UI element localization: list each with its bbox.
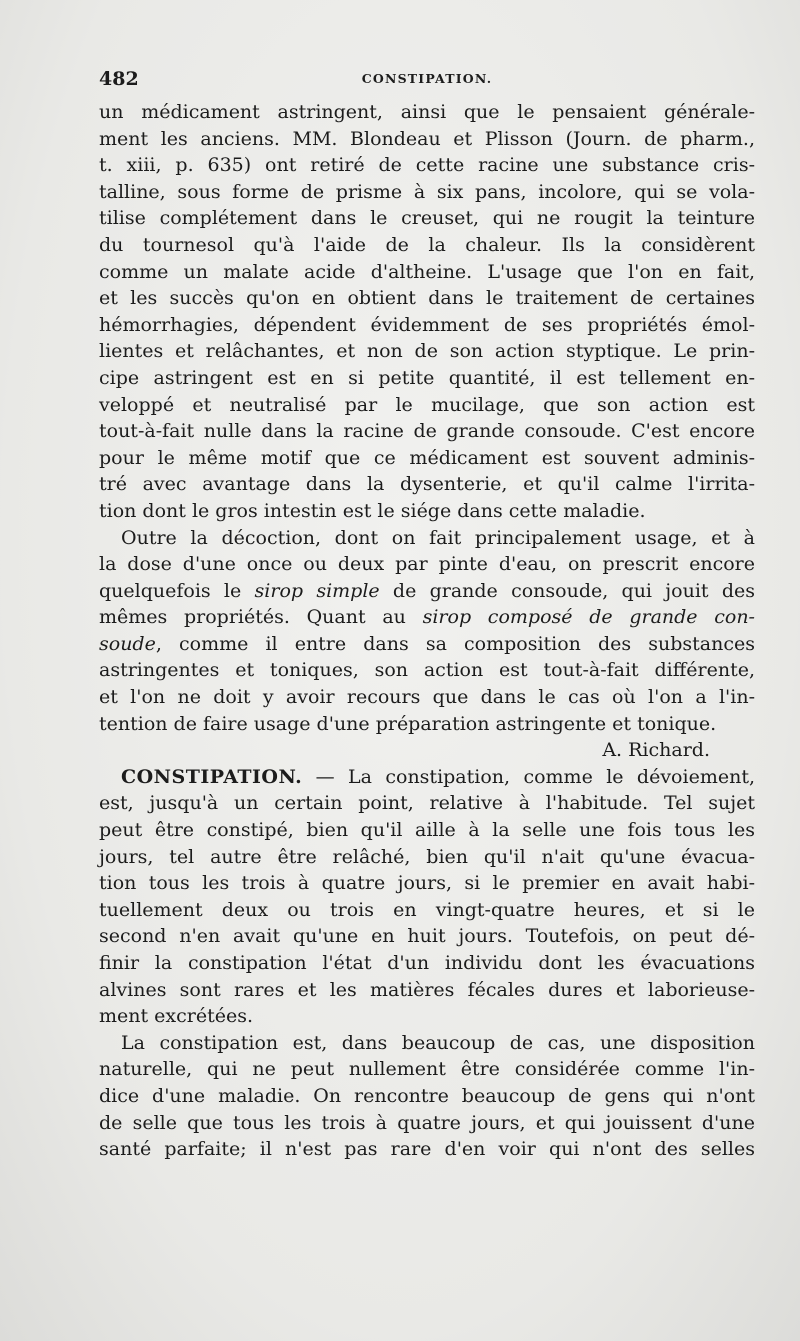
italic-term: sirop composé de grande con-: [422, 606, 755, 629]
paragraph-4: [99, 1030, 755, 1163]
text-line: et l'on ne doit y avoir recours que dans le cas où l'on a l'in-: [99, 686, 755, 709]
text-segment: quelquefois le: [99, 579, 255, 602]
text-line: veloppé et neutralisé par le mucilage, que son action est: [99, 393, 755, 416]
entry-term: CONSTIPATION.: [121, 765, 303, 788]
text-line: La constipation est, dans beaucoup de cas, une disposition: [121, 1031, 755, 1054]
paragraph-1: [99, 99, 755, 525]
text-line: [99, 631, 755, 658]
text-line: Outre la décoction, dont on fait principalement usage, et à: [121, 526, 755, 549]
text-line: [99, 764, 755, 791]
author-signature: A. Richard.: [602, 739, 710, 762]
body-text: [99, 99, 755, 1163]
text-line: second n'en avait qu'une en huit jours. Toutefois, on peut dé-: [99, 925, 755, 948]
text-line: hémorrhagies, dépendent évidemment de ses propriétés émol-: [99, 313, 755, 336]
text-line: [99, 604, 755, 631]
text-line: dice d'une maladie. On rencontre beaucoup de gens qui n'ont: [99, 1084, 755, 1107]
text-line: pour le même motif que ce médicament est souvent adminis-: [99, 446, 755, 469]
text-line: du tournesol qu'à l'aide de la chaleur. Ils la considèrent: [99, 233, 755, 256]
running-head: CONSTIPATION.: [361, 71, 493, 86]
text-line: tuellement deux ou trois en vingt-quatre heures, et si le: [99, 898, 755, 921]
text-line: naturelle, qui ne peut nullement être considérée comme l'in-: [99, 1058, 755, 1081]
text-line: tention de faire usage d'une préparation astringente et tonique.: [99, 712, 717, 735]
italic-term: sirop simple: [254, 579, 380, 602]
text-line: ment excrétées.: [99, 1005, 254, 1028]
text-line: tout-à-fait nulle dans la racine de grande consoude. C'est encore: [99, 420, 755, 443]
text-line: la dose d'une once ou deux par pinte d'eau, on prescrit encore: [99, 553, 755, 576]
text-line: comme un malate acide d'altheine. L'usage que l'on en fait,: [99, 260, 755, 283]
text-line: jours, tel autre être relâché, bien qu'il n'ait qu'une évacua-: [99, 845, 755, 868]
text-line: est, jusqu'à un certain point, relative à l'habitude. Tel sujet: [99, 792, 755, 815]
paragraph-3: [99, 764, 755, 1030]
text-line: talline, sous forme de prisme à six pans, incolore, qui se vola-: [99, 180, 755, 203]
text-segment: mêmes propriétés. Quant au: [99, 606, 423, 629]
text-line: peut être constipé, bien qu'il aille à la selle une fois tous les: [99, 819, 755, 842]
text-line: tilise complétement dans le creuset, qui ne rougit la teinture: [99, 207, 755, 230]
text-line: de selle que tous les trois à quatre jours, et qui jouissent d'une: [99, 1111, 755, 1134]
page-header: [99, 68, 755, 98]
text-line: t. xiii, p. 635) ont retiré de cette racine une substance cris-: [99, 154, 755, 177]
text-line: tré avec avantage dans la dysenterie, et qu'il calme l'irrita-: [99, 473, 755, 496]
text-line: un médicament astringent, ainsi que le pensaient générale-: [99, 101, 755, 123]
italic-term: soude: [99, 632, 156, 655]
page-number: 482: [99, 68, 139, 90]
text-line: alvines sont rares et les matières fécales dures et laborieuse-: [99, 978, 755, 1001]
text-line: lientes et relâchantes, et non de son action styptique. Le prin-: [99, 340, 755, 363]
paragraph-2: [99, 525, 755, 738]
text-line: ment les anciens. MM. Blondeau et Plisson (Journ. de pharm.,: [99, 127, 755, 150]
text-line: tion dont le gros intestin est le siége dans cette maladie.: [99, 499, 646, 522]
text-line: cipe astringent est en si petite quantité, il est tellement en-: [99, 366, 755, 389]
text-line: [99, 578, 755, 605]
text-segment: de grande consoude, qui jouit des: [379, 579, 755, 602]
text-line: finir la constipation l'état d'un individu dont les évacuations: [99, 952, 755, 974]
text-segment: — La constipation, comme le dévoiement,: [302, 765, 755, 788]
text-segment: , comme il entre dans sa composition des substances: [155, 632, 755, 655]
text-line: tion tous les trois à quatre jours, si le premier en avait habi-: [99, 872, 755, 895]
text-line: et les succès qu'on en obtient dans le traitement de certaines: [99, 287, 755, 310]
text-line: astringentes et toniques, son action est tout-à-fait différente,: [99, 659, 755, 682]
text-line: santé parfaite; il n'est pas rare d'en voir qui n'ont des selles: [99, 1138, 755, 1161]
